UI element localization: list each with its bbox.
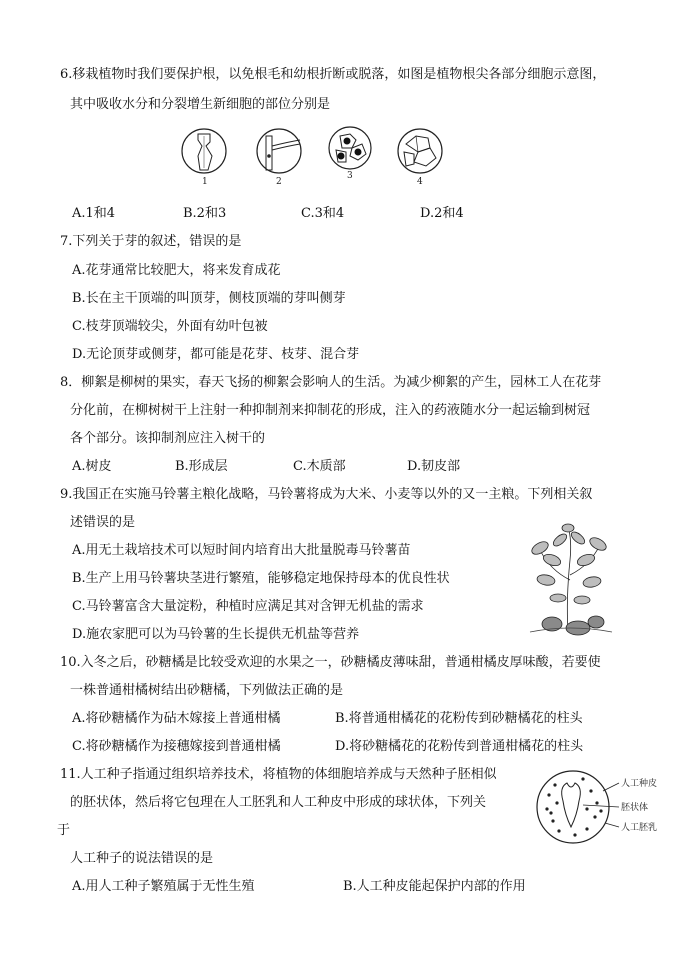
root-cell-4 — [398, 129, 442, 173]
q11-stem-line3: 于 — [57, 823, 71, 838]
q9-stem-line2: 述错误的是 — [70, 515, 136, 530]
q6-option-d: D.2和4 — [420, 206, 464, 221]
q10-option-a: A.将砂糖橘作为砧木嫁接上普通柑橘 — [72, 711, 281, 726]
q6-stem-line2: 其中吸收水分和分裂增生新细胞的部位分别是 — [70, 97, 331, 112]
q11-stem-line1: 11.人工种子指通过组织培养技术，将植物的体细胞培养成与天然种子胚相似 — [60, 767, 497, 782]
embryoid-label: 胚状体 — [621, 803, 649, 813]
root-tip-cells-figure — [178, 126, 478, 196]
root-cell-3 — [329, 127, 371, 169]
artificial-endosperm-label: 人工胚乳 — [621, 823, 658, 833]
q6-option-c: C.3和4 — [301, 206, 345, 221]
q10-stem-line1: 10.入冬之后，砂糖橘是比较受欢迎的水果之一，砂糖橘皮薄味甜，普通柑橘皮厚味酸，若要使 — [60, 655, 601, 670]
q11-option-a: A.用人工种子繁殖属于无性生殖 — [72, 879, 255, 894]
q11-stem-line4: 人工种子的说法错误的是 — [70, 851, 214, 866]
root-cell-2 — [257, 129, 301, 173]
root-cell-1 — [182, 129, 226, 173]
potato-plant-illustration — [520, 520, 620, 640]
q9-stem-line1: 9.我国正在实施马铃薯主粮化战略，马铃薯将成为大米、小麦等以外的又一主粮。下列相关叙 — [60, 487, 593, 502]
q9-option-d: D.施农家肥可以为马铃薯的生长提供无机盐等营养 — [72, 627, 360, 642]
q10-stem-line2: 一株普通柑橘树结出砂糖橘，下列做法正确的是 — [70, 683, 344, 698]
q8-stem-line1: 8．柳絮是柳树的果实，春天飞扬的柳絮会影响人的生活。为减少柳絮的产生，园林工人在花芽 — [60, 375, 602, 390]
q7-option-c: C.枝芽顶端较尖，外面有幼叶包被 — [72, 319, 268, 334]
artificial-seed-coat-label: 人工种皮 — [621, 779, 658, 789]
root-cell-label-2: 2 — [276, 177, 282, 187]
q11-option-b: B.人工种皮能起保护内部的作用 — [343, 879, 526, 894]
q10-option-d: D.将砂糖橘花的花粉传到普通柑橘花的柱头 — [335, 739, 584, 754]
root-cell-label-3: 3 — [347, 171, 353, 181]
q6-option-a: A.1和4 — [72, 206, 116, 221]
root-cell-label-4: 4 — [417, 177, 423, 187]
q8-stem-line2: 分化前，在柳树树干上注射一种抑制剂来抑制花的形成，注入的药液随水分一起运输到树冠 — [70, 403, 591, 418]
q6-stem-line1: 6.移栽植物时我们要保护根，以免根毛和幼根折断或脱落，如图是植物根尖各部分细胞示意图， — [60, 67, 606, 82]
q7-option-a: A.花芽通常比较肥大，将来发育成花 — [72, 263, 281, 278]
q7-option-d: D.无论顶芽或侧芽，都可能是花芽、枝芽、混合芽 — [72, 347, 360, 362]
q8-option-b: B.形成层 — [175, 459, 228, 474]
q8-option-c: C.木质部 — [293, 459, 346, 474]
q8-stem-line3: 各个部分。该抑制剂应注入树干的 — [70, 431, 266, 446]
q9-option-a: A.用无土栽培技术可以短时间内培育出大批量脱毒马铃薯苗 — [72, 543, 411, 558]
q8-option-d: D.韧皮部 — [407, 459, 461, 474]
q10-option-c: C.将砂糖橘作为接穗嫁接到普通柑橘 — [72, 739, 281, 754]
q9-option-c: C.马铃薯富含大量淀粉，种植时应满足其对含钾无机盐的需求 — [72, 599, 424, 614]
q7-option-b: B.长在主干顶端的叫顶芽，侧枝顶端的芽叫侧芽 — [72, 291, 346, 306]
q9-option-b: B.生产上用马铃薯块茎进行繁殖，能够稳定地保持母本的优良性状 — [72, 571, 450, 586]
q10-option-b: B.将普通柑橘花的花粉传到砂糖橘花的柱头 — [335, 711, 583, 726]
q11-stem-line2: 的胚状体，然后将它包理在人工胚乳和人工种皮中形成的球状体，下列关 — [70, 795, 487, 810]
q6-option-b: B.2和3 — [183, 206, 227, 221]
q8-option-a: A.树皮 — [72, 459, 112, 474]
artificial-seed-diagram — [535, 765, 685, 865]
root-cell-label-1: 1 — [202, 177, 208, 187]
q7-stem: 7.下列关于芽的叙述，错误的是 — [60, 234, 242, 249]
